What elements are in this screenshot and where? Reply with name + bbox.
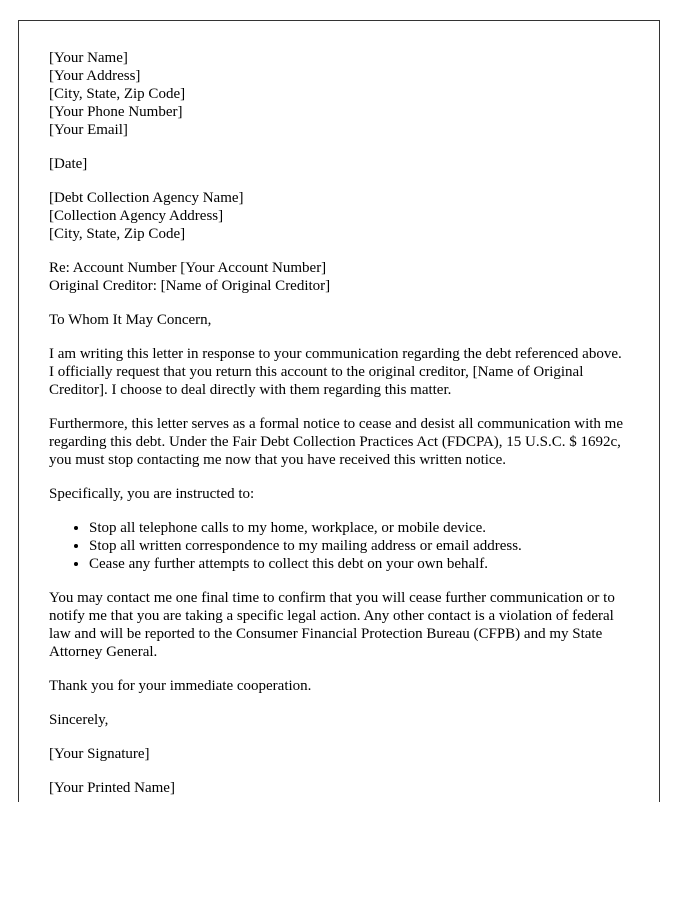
body-paragraph: Specifically, you are instructed to: — [49, 486, 255, 502]
body-paragraph: Thank you for your immediate cooperation. — [49, 678, 312, 694]
account-reference: Re: Account Number [Your Account Number] — [49, 260, 327, 276]
list-item: • Stop all written correspondence to my mailing address or email address. — [89, 537, 629, 555]
body-paragraph: You may contact me one final time to confirm that you will cease further communication or to notify me that you are taking a specific legal action. Any other contact is a violation of federal law and will be reported to the Consumer Financial Protection Bureau (CFPB) and my State Attorney General. — [49, 590, 615, 660]
list-item: • Cease any further attempts to collect this debt on your own behalf. — [89, 555, 629, 573]
salutation: To Whom It May Concern, — [49, 312, 212, 328]
body-paragraph: Furthermore, this letter serves as a formal notice to cease and desist all communication with me regarding this debt. Under the Fair Debt Collection Practices Act (FDCPA), 15 U.S.C. $ 1692c, you must stop contacting me now that you have received this written notice. — [49, 416, 623, 468]
recipient-address: [Collection Agency Address] — [49, 208, 224, 224]
recipient-block — [49, 189, 629, 243]
sign-off: Sincerely, — [49, 712, 109, 728]
reference-block — [49, 259, 629, 295]
sender-name: [Your Name] — [49, 50, 128, 66]
sender-block — [49, 49, 629, 139]
body-paragraph: I am writing this letter in response to your communication regarding the debt referenced above. I officially request that you return this account to the original creditor, [Name of Original Creditor]. I choose to deal directly with them regarding this matter. — [49, 346, 622, 398]
letter-page — [18, 20, 660, 802]
signature: [Your Signature] — [49, 746, 150, 762]
letter-date: [Date] — [49, 156, 88, 172]
instruction-list — [49, 519, 629, 573]
sender-city: [City, State, Zip Code] — [49, 86, 186, 102]
letter-body — [49, 49, 629, 802]
sender-phone: [Your Phone Number] — [49, 104, 183, 120]
recipient-name: [Debt Collection Agency Name] — [49, 190, 244, 206]
printed-name: [Your Printed Name] — [49, 780, 175, 796]
recipient-city: [City, State, Zip Code] — [49, 226, 186, 242]
sender-email: [Your Email] — [49, 122, 128, 138]
list-item: • Stop all telephone calls to my home, workplace, or mobile device. — [89, 519, 629, 537]
creditor-reference: Original Creditor: [Name of Original Creditor] — [49, 278, 331, 294]
sender-address: [Your Address] — [49, 68, 141, 84]
